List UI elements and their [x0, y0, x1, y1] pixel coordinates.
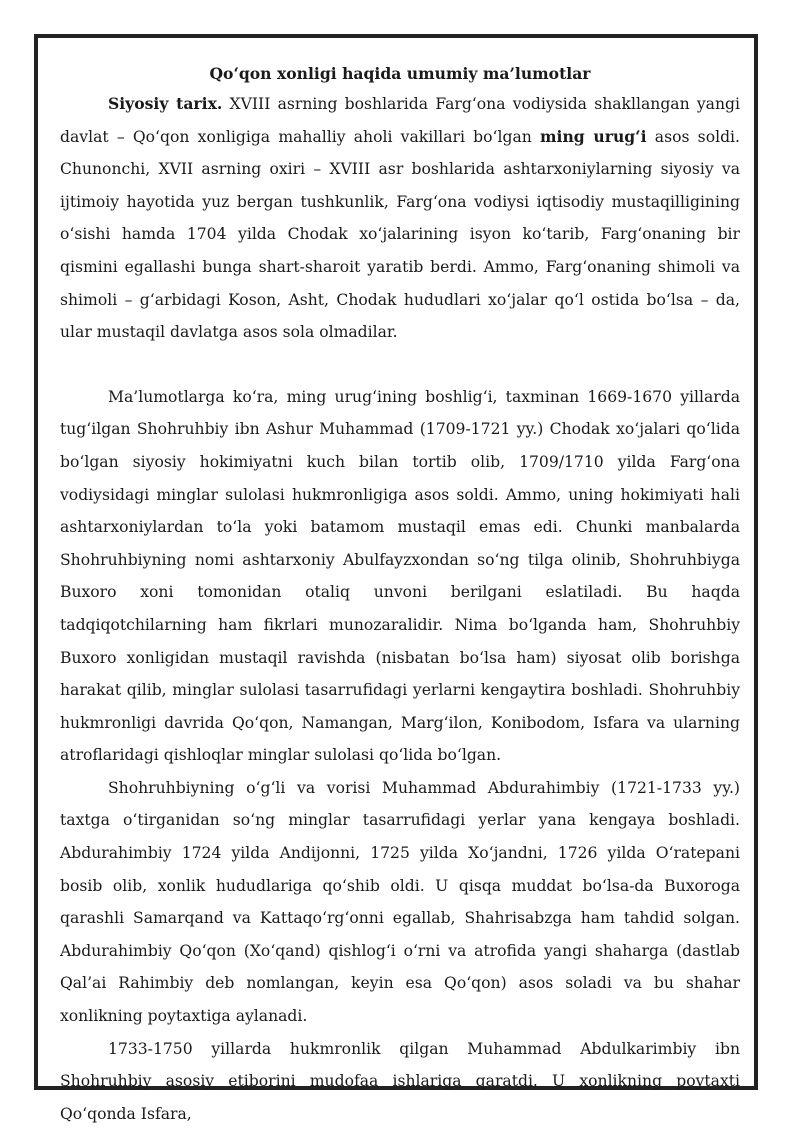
paragraph-abdulkarimbiy: 1733-1750 yillarda hukmronlik qilgan Muhammad Abdulkarimbiy ibn Shohruhbiy asosiy etiborini mudofaa ishlariga qaratdi. U xonlikning poytaxti Qo‘qonda Isfara,: [60, 1039, 740, 1123]
paragraph-text: asos soldi. Chunonchi, XVII asrning oxiri – XVIII asr boshlarida ashtarxoniylarning siyosiy va ijtimoiy hayotida yuz bergan tushkunlik, Farg‘ona vodiysi iqtisodiy mustaqilligining o‘sishi hamda 1704 yilda Chodak xo‘jalarining isyon ko‘tarib, Farg‘onaning bir qismini egallashi bunga shart-sharoit yaratib berdi. Ammo, Farg‘onaning shimoli va shimoli – g‘arbidagi Koson, Asht, Chodak hududlari xo‘jalar qo‘l ostida bo‘lsa – da, ular mustaqil davlatga asos sola olmadilar.: [60, 127, 740, 342]
document-title: Qo‘qon xonligi haqida umumiy ma’lumotlar: [209, 64, 591, 83]
section-lead: Siyosiy tarix.: [108, 94, 223, 113]
page-frame: [34, 34, 758, 1123]
paragraph-spacer: [60, 349, 740, 381]
bold-term: ming urug‘i: [540, 126, 647, 146]
paragraph-political-history: [60, 88, 740, 349]
paragraph-shohruhbiy: Ma’lumotlarga ko‘ra, ming urug‘ining boshlig‘i, taxminan 1669-1670 yillarda tug‘ilgan Shohruhbiy ibn Ashur Muhammad (1709-1721 yy.) Chodak xo‘jalari qo‘lida bo‘lgan siyosiy hokimiyatni kuch bilan tortib olib, 1709/1710 yilda Farg‘ona vodiysidagi minglar sulolasi hukmronligiga asos soldi. Ammo, uning hokimiyati hali ashtarxoniylardan to‘la yoki batamom mustaqil emas edi. Chunki manbalarda Shohruhbiyning nomi ashtarxoniy Abulfayzxondan so‘ng tilga olinib, Shohruhbiyga Buxoro xoni tomonidan otaliq unvoni berilgani eslatiladi. Bu haqda tadqiqotchilarning ham fikrlari munozaralidir. Nima bo‘lganda ham, Shohruhbiy Buxoro xonligidan mustaqil ravishda (nisbatan bo‘lsa ham) siyosat olib borishga harakat qilib, minglar sulolasi tasarrufidagi yerlarni kengaytira boshladi. Shohruhbiy hukmronligi davrida Qo‘qon, Namangan, Marg‘ilon, Konibodom, Isfara va ularning atroflaridagi qishloqlar minglar sulolasi qo‘lida bo‘lgan.: [60, 387, 740, 765]
document-body: [60, 60, 740, 1130]
paragraph-abdurahimbiy: Shohruhbiyning o‘g‘li va vorisi Muhammad Abdurahimbiy (1721-1733 yy.) taxtga o‘tirganidan so‘ng minglar tasarrufidagi yerlar yana kengaya boshladi. Abdurahimbiy 1724 yilda Andijonni, 1725 yilda Xo‘jandni, 1726 yilda O‘ratepani bosib olib, xonlik hududlariga qo‘shib oldi. U qisqa muddat bo‘lsa-da Buxoroga qarashli Samarqand va Kattaqo‘rg‘onni egallab, Shahrisabzga ham tahdid solgan. Abdurahimbiy Qo‘qon (Xo‘qand) qishlog‘i o‘rni va atrofida yangi shaharga (dastlab Qal’ai Rahimbiy deb nomlangan, keyin esa Qo‘qon) asos soladi va bu shahar xonlikning poytaxtiga aylanadi.: [60, 778, 740, 1026]
paragraph-text: XVIII asrning boshlarida Farg‘ona vodiysida shakllangan yangi davlat – Qo‘qon xonligiga mahalliy aholi vakillari bo‘lgan: [60, 95, 740, 146]
